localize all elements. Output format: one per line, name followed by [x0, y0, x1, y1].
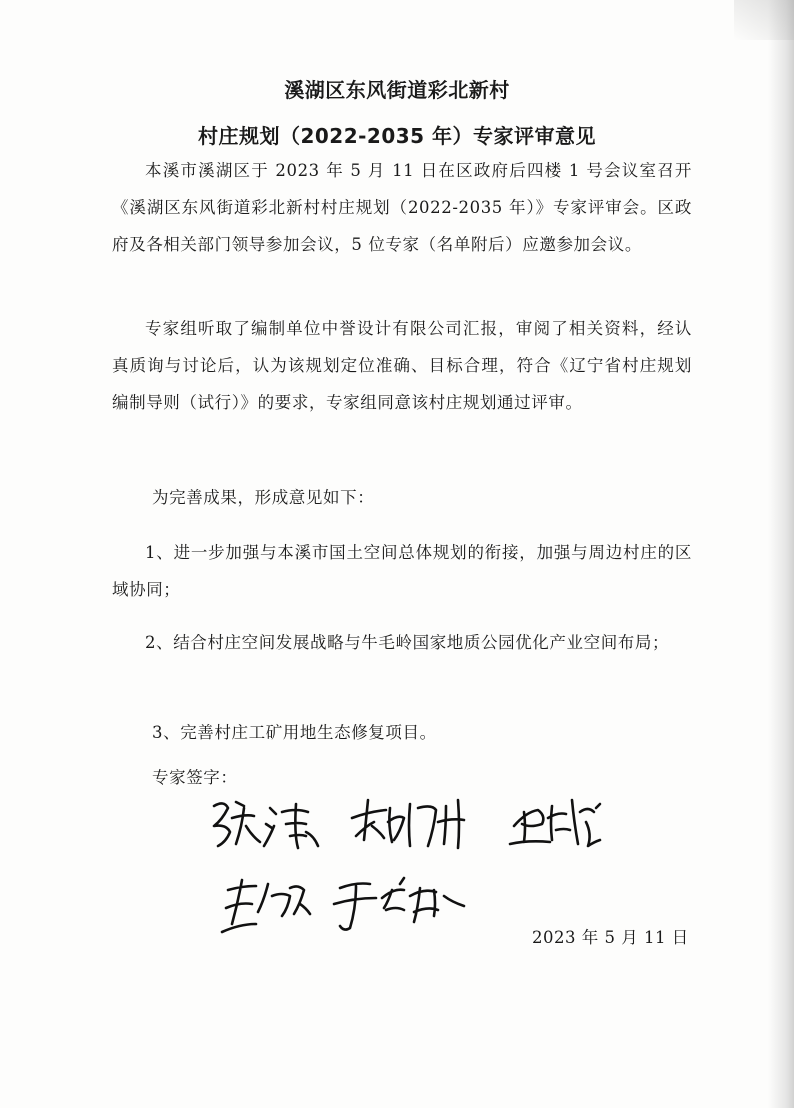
opinion-item-3: 3、完善村庄工矿用地生态修复项目。 — [152, 723, 437, 742]
opinion-item-1: 1、进一步加强与本溪市国土空间总体规划的衔接，加强与周边村庄的区域协同； — [112, 543, 692, 599]
paragraph-meeting-info: 本溪市溪湖区于 2023 年 5 月 11 日在区政府后四楼 1 号会议室召开《溪湖区东风街道彩北新村村庄规划（2022-2035 年）》专家评审会。区政府及各相关部门领导参加会议，5 位专家（名单附后）应邀参加会议。 — [112, 161, 692, 254]
signature-label: 专家签字： — [152, 768, 238, 787]
document-title-line1: 溪湖区东风街道彩北新村 — [284, 78, 510, 102]
signature-5 — [334, 878, 464, 930]
paragraph-review-conclusion: 专家组听取了编制单位中誉设计有限公司汇报，审阅了相关资料，经认真质询与讨论后，认为该规划定位准确、目标合理，符合《辽宁省村庄规划编制导则（试行）》的要求，专家组同意该村庄规划通过评审。 — [112, 319, 692, 412]
signature-4 — [222, 880, 310, 932]
opinion-item-2: 2、结合村庄空间发展战略与牛毛岭国家地质公园优化产业空间布局； — [145, 633, 670, 652]
document-title-line2: 村庄规划（2022-2035 年）专家评审意见 — [197, 124, 597, 148]
signature-1 — [214, 802, 318, 848]
signature-2 — [352, 800, 464, 848]
document-date: 2023 年 5 月 11 日 — [532, 928, 689, 947]
paragraph-opinions-intro: 为完善成果，形成意见如下： — [152, 488, 375, 507]
signature-3 — [510, 800, 600, 846]
